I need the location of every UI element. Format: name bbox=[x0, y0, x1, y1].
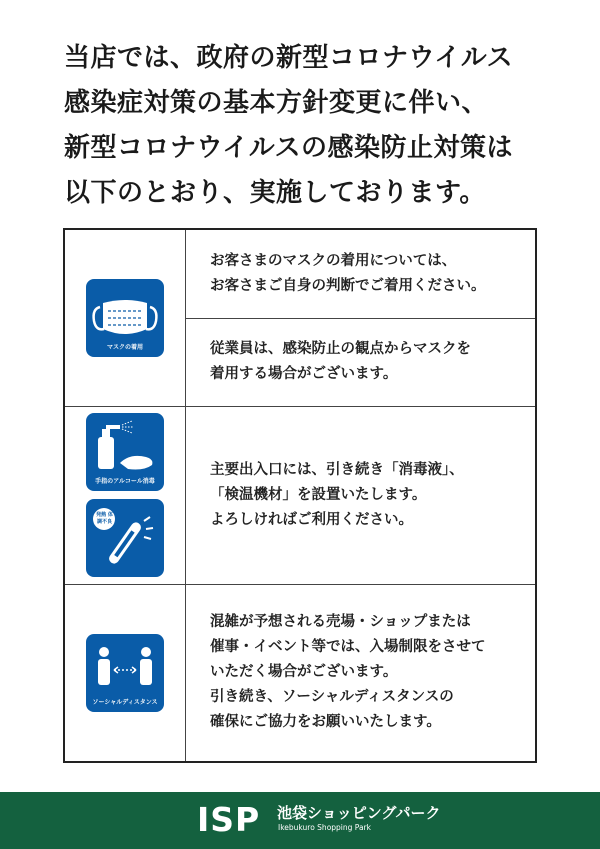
sanitizer-text bbox=[186, 406, 537, 584]
icon-caption: ソーシャルディスタンス bbox=[92, 698, 158, 706]
footer-bar bbox=[0, 792, 600, 849]
mask-staff-text bbox=[186, 318, 537, 406]
mask-icon-cell bbox=[64, 229, 186, 406]
isp-logo: ISP bbox=[197, 800, 261, 839]
text-line: よろしければご利用ください。 bbox=[210, 511, 413, 528]
text-line: 混雑が予想される売場・ショップまたは bbox=[210, 614, 471, 631]
text-line: 従業員は、感染防止の観点からマスクを bbox=[210, 341, 471, 357]
icon-caption: マスクの着用 bbox=[106, 343, 143, 351]
mask-customer-text bbox=[186, 229, 537, 318]
text-line: お客さまのマスクの着用については、 bbox=[210, 252, 457, 269]
text-line: お客さまご自身の判断でご着用ください。 bbox=[210, 277, 486, 294]
text-line: 主要出入口には、引き続き「消毒液」、 bbox=[210, 461, 464, 478]
thermometer-icon bbox=[86, 499, 164, 577]
notice-table bbox=[63, 228, 537, 763]
headline-line: 感染症対策の基本方針変更に伴い、 bbox=[64, 88, 489, 118]
hand-sanitizer-icon bbox=[86, 413, 164, 491]
text-line: 着用する場合がございます。 bbox=[210, 366, 398, 382]
sanitizer-icon-cell bbox=[64, 406, 186, 584]
text-line: 催事・イベント等では、入場制限をさせて bbox=[210, 639, 486, 656]
face-mask-icon bbox=[86, 279, 164, 357]
table-row bbox=[64, 584, 536, 762]
text-line: 「検温機材」を設置いたします。 bbox=[210, 486, 427, 503]
distance-icon-cell bbox=[64, 584, 186, 762]
headline-line: 新型コロナウイルスの感染防止対策は bbox=[64, 133, 513, 163]
text-line: いただく場合がございます。 bbox=[210, 664, 398, 681]
text-line: 引き続き、ソーシャルディスタンスの bbox=[210, 689, 454, 706]
icon-caption: 手指のアルコール消毒 bbox=[95, 478, 155, 485]
headline-line: 以下のとおり、実施しております。 bbox=[64, 178, 486, 208]
text-line: 確保にご協力をお願いいたします。 bbox=[210, 714, 441, 731]
footer-store-subtitle: Ikebukuro Shopping Park bbox=[278, 823, 371, 832]
social-distance-icon bbox=[86, 634, 164, 712]
headline-line: 当店では、政府の新型コロナウイルス bbox=[64, 43, 513, 73]
distance-text bbox=[186, 584, 537, 762]
footer-store-name: 池袋ショッピングパーク bbox=[277, 804, 441, 822]
table-row bbox=[64, 406, 536, 584]
table-row bbox=[64, 229, 536, 318]
headline bbox=[64, 36, 564, 216]
icon-caption: 発熱 体調不良 bbox=[96, 512, 113, 525]
